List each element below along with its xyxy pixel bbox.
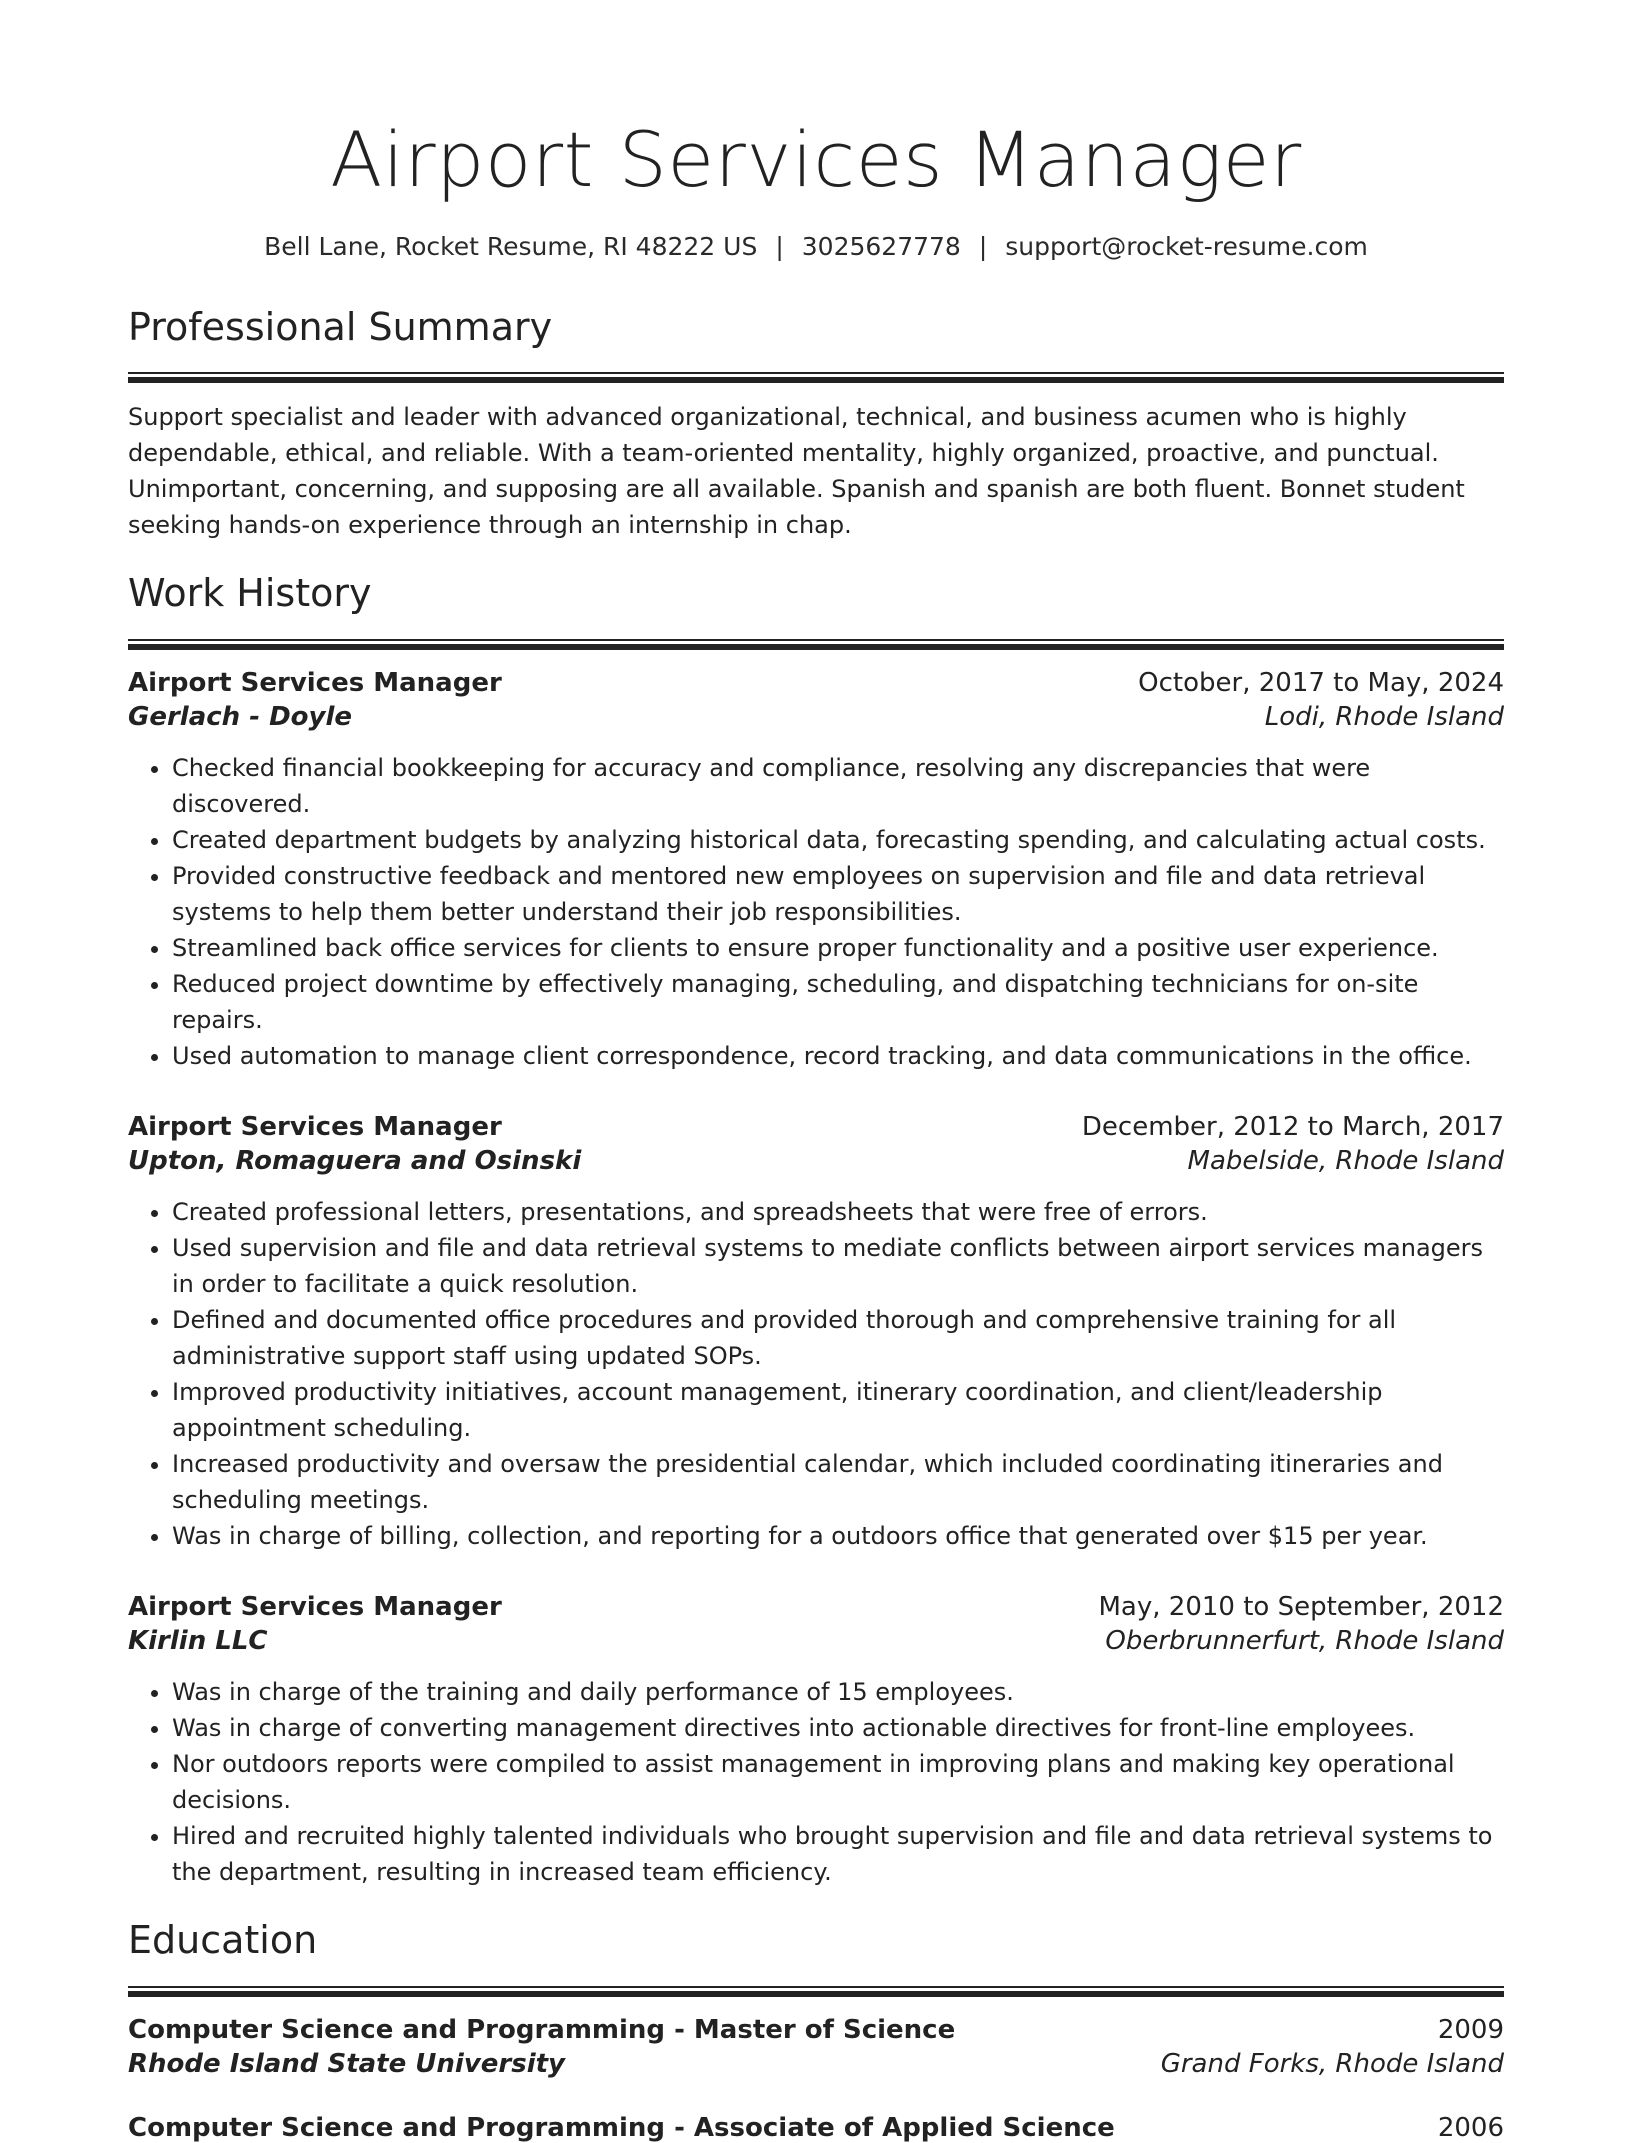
job-company: Kirlin LLC — [128, 1626, 268, 1657]
section-divider — [128, 372, 1504, 383]
job-entry — [128, 1592, 1504, 1890]
work-history-section — [128, 573, 1504, 1890]
summary-section — [128, 304, 1504, 544]
education-school: Rhode Island State University — [128, 2048, 565, 2079]
job-bullet: • Used supervision and file and data retrieval systems to mediate conflicts between airport services managers in order to facilitate a quick resolution. — [172, 1230, 1504, 1302]
education-entry — [128, 2015, 1504, 2079]
education-section — [128, 1920, 1504, 2143]
job-bullet: • Defined and documented office procedures and provided thorough and comprehensive training for all administrative support staff using updated SOPs. — [172, 1302, 1504, 1374]
resume-name: Airport Services Manager — [330, 115, 1302, 204]
contact-line — [128, 232, 1504, 261]
job-bullet: • Checked financial bookkeeping for accuracy and compliance, resolving any discrepancies that were discovered. — [172, 750, 1504, 822]
education-degree: Computer Science and Programming - Master of Science — [128, 2014, 956, 2045]
job-location: Oberbrunnerfurt, Rhode Island — [1105, 1626, 1504, 1657]
job-bullet: • Nor outdoors reports were compiled to assist management in improving plans and making key operational decisions. — [172, 1746, 1504, 1818]
job-bullets — [128, 750, 1504, 1074]
job-bullet: • Was in charge of billing, collection, and reporting for a outdoors office that generated over $15 per year. — [172, 1518, 1504, 1554]
education-year: 2006 — [1437, 2112, 1504, 2143]
job-dates: October, 2017 to May, 2024 — [1138, 668, 1504, 699]
job-bullets — [128, 1194, 1504, 1554]
job-title: Airport Services Manager — [128, 668, 502, 699]
education-location: Grand Forks, Rhode Island — [1160, 2048, 1504, 2079]
job-title: Airport Services Manager — [128, 1112, 502, 1143]
job-dates: May, 2010 to September, 2012 — [1098, 1592, 1504, 1623]
job-bullet: • Created professional letters, presentations, and spreadsheets that were free of errors. — [172, 1194, 1504, 1230]
job-location: Lodi, Rhode Island — [1264, 702, 1504, 733]
job-company: Upton, Romaguera and Osinski — [128, 1146, 582, 1177]
job-dates: December, 2012 to March, 2017 — [1081, 1112, 1504, 1143]
section-divider — [128, 1986, 1504, 1997]
job-bullet: • Improved productivity initiatives, account management, itinerary coordination, and client/leadership appointment scheduling. — [172, 1374, 1504, 1446]
summary-text: Support specialist and leader with advanced organizational, technical, and business acumen who is highly dependable, ethical, and reliable. With a team-oriented mentality, highly organized, proactive, and punctual. Unimportant, concerning, and supposing are all available. Spanish and spanish are both fluent. Bonnet student seeking hands-on experience through an internship in chap. — [128, 403, 1465, 540]
contact-separator: | — [978, 231, 988, 261]
section-title-education: Education — [128, 1918, 318, 1963]
section-divider — [128, 639, 1504, 650]
job-entry — [128, 1112, 1504, 1554]
job-bullet: • Used automation to manage client correspondence, record tracking, and data communications in the office. — [172, 1038, 1504, 1074]
job-bullet: • Increased productivity and oversaw the presidential calendar, which included coordinating itineraries and scheduling meetings. — [172, 1446, 1504, 1518]
job-bullets — [128, 1674, 1504, 1890]
job-bullet: • Reduced project downtime by effectively managing, scheduling, and dispatching technicians for on-site repairs. — [172, 966, 1504, 1038]
contact-separator: | — [775, 231, 784, 261]
education-year: 2009 — [1437, 2014, 1504, 2045]
job-bullet: • Streamlined back office services for clients to ensure proper functionality and a positive user experience. — [172, 930, 1504, 966]
job-bullet: • Created department budgets by analyzing historical data, forecasting spending, and calculating actual costs. — [172, 822, 1504, 858]
job-bullet: • Was in charge of the training and daily performance of 15 employees. — [172, 1674, 1504, 1710]
job-bullet: • Provided constructive feedback and mentored new employees on supervision and file and data retrieval systems to help them better understand their job responsibilities. — [172, 858, 1504, 930]
contact-address: Bell Lane, Rocket Resume, RI 48222 US — [264, 231, 758, 261]
job-location: Mabelside, Rhode Island — [1187, 1146, 1504, 1177]
contact-phone: 3025627778 — [801, 231, 961, 261]
section-title-summary: Professional Summary — [128, 304, 553, 349]
contact-email: support@rocket-resume.com — [1005, 231, 1368, 261]
section-title-work: Work History — [128, 571, 372, 616]
job-company: Gerlach - Doyle — [128, 702, 353, 733]
job-entry — [128, 668, 1504, 1074]
education-entry — [128, 2113, 1504, 2143]
job-bullet: • Hired and recruited highly talented individuals who brought supervision and file and data retrieval systems to the department, resulting in increased team efficiency. — [172, 1818, 1504, 1890]
job-title: Airport Services Manager — [128, 1592, 502, 1623]
job-bullet: • Was in charge of converting management directives into actionable directives for front-line employees. — [172, 1710, 1504, 1746]
education-degree: Computer Science and Programming - Associate of Applied Science — [128, 2112, 1115, 2143]
